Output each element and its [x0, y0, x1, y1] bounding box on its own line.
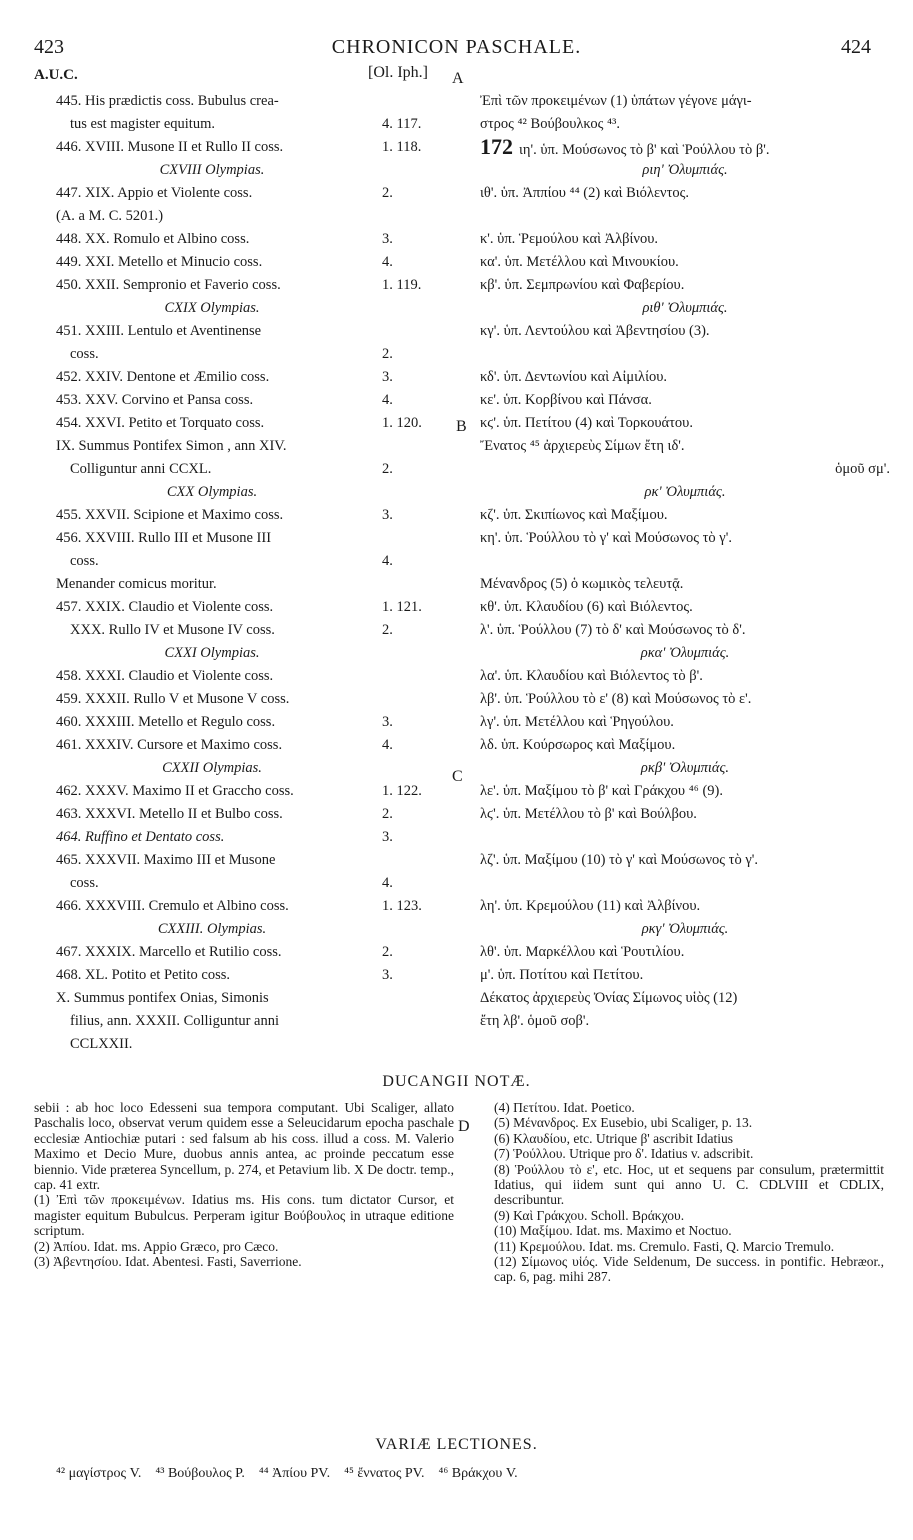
greek-entry	[480, 230, 890, 248]
variant-reading: ⁴² μαγίστρος V.	[56, 1466, 142, 1481]
greek-entry	[480, 115, 890, 133]
latin-entry: 456. XXVIII. Rullo III et Musone III	[56, 530, 272, 546]
greek-entry	[480, 529, 890, 547]
greek-text: λθ'. ὑπ. Μαρκέλλου καὶ Ῥουτιλίου.	[480, 944, 685, 960]
latin-entry: coss.	[70, 346, 99, 362]
variant-reading: ⁴³ Βούβουλος P.	[155, 1466, 245, 1481]
latin-entry: coss.	[70, 875, 99, 891]
greek-entry	[480, 690, 890, 708]
olympiad-number: 2.	[382, 185, 393, 201]
note-paragraph: (3) Ἀβεντησίου. Idat. Abentesi. Fasti, Saverrione.	[34, 1254, 302, 1270]
olympiad-number: 3.	[382, 714, 393, 730]
greek-text: στρος ⁴² Βούβουλκος ⁴³.	[480, 116, 620, 132]
greek-entry	[480, 782, 890, 800]
greek-text: ιη'. ὑπ. Μούσωνος τὸ β' καὶ Ῥούλλου τὸ β'.	[519, 142, 770, 158]
greek-entry	[480, 644, 890, 662]
latin-entry: CXXI Olympias.	[164, 645, 260, 661]
latin-entry: 468. XL. Potito et Petito coss.	[56, 967, 230, 983]
greek-text: λδ. ὑπ. Κούρσωρος καὶ Μαξίμου.	[480, 737, 676, 753]
latin-entry: 465. XXXVII. Maximo III et Musone	[56, 852, 276, 868]
latin-entry: 461. XXXIV. Cursore et Maximo coss.	[56, 737, 283, 753]
greek-entry	[480, 759, 890, 777]
latin-entry: CCLXXII.	[70, 1036, 133, 1052]
note-paragraph: sebii : ab hoc loco Edesseni sua tempora computant. Ubi Scaliger, allato Paschalis loco, observat verum quidem esse a Seleucidarum epocha paschale ecclesiæ Antiochiæ putari : sed falsum ab his coss. illud a coss. M. Valerio Maximo et Decio Mure, duobus annis antea, ac proinde peccatum esse biennio. Vide præterea Syncellum, p. 274, et Petavium lib. X De doctr. temp., cap. 41 extr.	[34, 1100, 454, 1193]
latin-entry: CXXIII. Olympias.	[157, 921, 267, 937]
olympiad-number: 3.	[382, 231, 393, 247]
latin-entry: tus est magister equitum.	[70, 116, 215, 132]
olympiad-number: 3.	[382, 829, 393, 845]
olympiad-number: 2.	[382, 346, 393, 362]
greek-entry	[480, 943, 890, 961]
page-number-left: 423	[34, 36, 64, 58]
greek-entry	[480, 299, 890, 317]
olympiad-column-head: [Ol. Iph.]	[368, 64, 428, 81]
note-paragraph: (12) Σίμωνος υἱός. Vide Seldenum, De success. in pontific. Hebræor., cap. 6, pag. mihi 287.	[494, 1254, 884, 1285]
greek-text: ριη' Ὀλυμπιάς.	[642, 162, 728, 178]
margin-mark-d: D	[458, 1118, 470, 1135]
olympiad-number: 4.	[382, 737, 393, 753]
greek-entry	[480, 322, 890, 340]
latin-entry: 445. His prædictis coss. Bubulus crea-	[56, 93, 279, 109]
margin-mark-a: A	[452, 70, 464, 87]
greek-entry	[480, 506, 890, 524]
note-paragraph: (2) Ἀπίου. Idat. ms. Appio Græco, pro Cæco.	[34, 1238, 279, 1254]
greek-entry	[480, 134, 890, 159]
greek-text: κγ'. ὑπ. Λεντούλου καὶ Ἀβεντησίου (3).	[480, 323, 710, 339]
greek-entry	[480, 598, 890, 616]
greek-entry	[480, 713, 890, 731]
greek-entry	[480, 989, 890, 1007]
latin-entry: IX. Summus Pontifex Simon , ann XIV.	[56, 438, 287, 454]
greek-text: ἔτη λβ'. ὁμοῦ σοβ'.	[480, 1013, 590, 1029]
greek-text: Ἔνατος ⁴⁵ ἀρχιερεὺς Σίμων ἔτη ιδ'.	[480, 438, 685, 454]
variant-reading: ⁴⁶ Βράκχου V.	[438, 1466, 518, 1481]
olympiad-number: 1. 120.	[382, 415, 422, 431]
variant-reading: ⁴⁵ ἔννατος PV.	[344, 1466, 425, 1481]
olympiad-number: 4.	[382, 553, 393, 569]
latin-entry: 452. XXIV. Dentone et Æmilio coss.	[56, 369, 270, 385]
olympiad-number: 2.	[382, 806, 393, 822]
greek-text: ρκα' Ὀλυμπιάς.	[640, 645, 730, 661]
greek-text: ιθ'. ὑπ. Ἀππίου ⁴⁴ (2) καὶ Βιόλεντος.	[480, 185, 690, 201]
greek-entry	[480, 736, 890, 754]
greek-text: λϛ'. ὑπ. Μετέλλου τὸ β' καὶ Βούλβου.	[480, 806, 697, 822]
greek-text: κδ'. ὑπ. Δεντωνίου καὶ Αἰμιλίου.	[480, 369, 668, 385]
greek-entry	[480, 276, 890, 294]
note-paragraph: (4) Πετίτου. Idat. Poetico.	[494, 1100, 635, 1115]
greek-entry	[480, 851, 890, 869]
note-paragraph: (6) Κλαυδίου, etc. Utrique β' ascribit Idatius	[494, 1130, 733, 1146]
notes-heading: DUCANGII NOTÆ.	[382, 1073, 531, 1090]
column-number: 172	[480, 134, 513, 159]
greek-text: κζ'. ὑπ. Σκιπίωνος καὶ Μαξίμου.	[480, 507, 668, 523]
olympiad-number: 4.	[382, 254, 393, 270]
greek-entry	[480, 897, 890, 915]
greek-entry	[480, 667, 890, 685]
notes-left-column	[34, 1100, 454, 1269]
greek-text: λε'. ὑπ. Μαξίμου τὸ β' καὶ Γράκχου ⁴⁶ (9).	[480, 783, 723, 799]
latin-entry: 448. XX. Romulo et Albino coss.	[56, 231, 250, 247]
greek-entry	[480, 1012, 890, 1030]
notes-right-column	[494, 1100, 884, 1285]
greek-text: κα'. ὑπ. Μετέλλου καὶ Μινουκίου.	[480, 254, 679, 270]
olympiad-number: 2.	[382, 944, 393, 960]
greek-text: ρκγ' Ὀλυμπιάς.	[641, 921, 729, 937]
olympiad-number: 4. 117.	[382, 116, 422, 132]
greek-entry	[480, 621, 890, 639]
greek-text: λ'. ὑπ. Ῥούλλου (7) τὸ δ' καὶ Μούσωνος τὸ δ'.	[480, 622, 746, 638]
greek-entry	[480, 483, 890, 501]
greek-text: ρκ' Ὀλυμπιάς.	[644, 484, 726, 500]
latin-entry: 467. XXXIX. Marcello et Rutilio coss.	[56, 944, 282, 960]
page-number-right: 424	[841, 36, 871, 58]
note-paragraph: (1) Ἐπὶ τῶν προκειμένων. Idatius ms. His cons. tum dictator Cursor, et magister equitum Bubulcus. Perperam igitur Βούβουλος in utraque editione scriptum.	[34, 1192, 454, 1239]
latin-entry: CXXII Olympias.	[162, 760, 262, 776]
variae-heading: VARIÆ LECTIONES.	[375, 1436, 538, 1453]
latin-entry: 463. XXXVI. Metello II et Bulbo coss.	[56, 806, 283, 822]
greek-text: λα'. ὑπ. Κλαυδίου καὶ Βιόλεντος τὸ β'.	[480, 668, 703, 684]
page-header	[0, 36, 913, 60]
greek-entry	[480, 966, 890, 984]
latin-entry: 460. XXXIII. Metello et Regulo coss.	[56, 714, 276, 730]
olympiad-number: 4.	[382, 875, 393, 891]
greek-entry	[480, 920, 890, 938]
latin-entry: X. Summus pontifex Onias, Simonis	[56, 990, 269, 1006]
greek-text: κ'. ὑπ. Ῥεμούλου καὶ Ἀλβίνου.	[480, 231, 659, 247]
greek-entry	[480, 460, 890, 478]
greek-text: μ'. ὑπ. Ποτίτου καὶ Πετίτου.	[480, 967, 644, 983]
latin-entry: XXX. Rullo IV et Musone IV coss.	[70, 622, 275, 638]
latin-entry: 455. XXVII. Scipione et Maximo coss.	[56, 507, 284, 523]
greek-text: ρκβ' Ὀλυμπιάς.	[640, 760, 730, 776]
note-paragraph: (9) Καὶ Γράκχου. Scholl. Βράκχου.	[494, 1207, 685, 1223]
greek-text: κε'. ὑπ. Κορβίνου καὶ Πάνσα.	[480, 392, 652, 408]
greek-entry	[480, 368, 890, 386]
greek-entry	[480, 437, 890, 455]
latin-entry: CXIX Olympias.	[164, 300, 260, 316]
note-paragraph: (10) Μαξίμου. Idat. ms. Maximo et Noctuo.	[494, 1223, 732, 1239]
greek-text: λζ'. ὑπ. Μαξίμου (10) τὸ γ' καὶ Μούσωνος τὸ γ'.	[480, 852, 758, 868]
latin-entry: filius, ann. XXXII. Colliguntur anni	[70, 1013, 280, 1029]
olympiad-number: 3.	[382, 967, 393, 983]
greek-text: κθ'. ὑπ. Κλαυδίου (6) καὶ Βιόλεντος.	[480, 599, 693, 615]
olympiad-number: 3.	[382, 507, 393, 523]
greek-text: Δέκατος ἀρχιερεὺς Ὀνίας Σίμωνος υἱὸς (12)	[480, 990, 738, 1006]
greek-entry	[480, 575, 890, 593]
greek-entry	[480, 184, 890, 202]
olympiad-number: 1. 122.	[382, 783, 422, 799]
latin-entry: 457. XXIX. Claudio et Violente coss.	[56, 599, 274, 615]
note-paragraph: (11) Κρεμούλου. Idat. ms. Cremulo. Fasti, Q. Marcio Tremulo.	[494, 1238, 835, 1254]
olympiad-number: 1. 118.	[382, 139, 422, 155]
greek-entry	[480, 253, 890, 271]
greek-text: κϛ'. ὑπ. Πετίτου (4) καὶ Τορκουάτου.	[480, 415, 693, 431]
variae-lectiones-line	[56, 1466, 876, 1482]
margin-mark-c: C	[452, 768, 463, 785]
latin-entry: Colliguntur anni CCXL.	[70, 461, 212, 477]
auc-column-head: A.U.C.	[34, 67, 78, 83]
greek-entry	[480, 92, 890, 110]
latin-entry: (A. a M. C. 5201.)	[56, 208, 164, 224]
latin-entry: Menander comicus moritur.	[56, 576, 217, 592]
greek-text: Ἐπὶ τῶν προκειμένων (1) ὑπάτων γέγονε μάγι-	[480, 93, 752, 109]
latin-entry: 454. XXVI. Petito et Torquato coss.	[56, 415, 265, 431]
latin-entry: 458. XXXI. Claudio et Violente coss.	[56, 668, 274, 684]
greek-entry	[480, 161, 890, 179]
greek-entry	[480, 391, 890, 409]
greek-entry	[480, 805, 890, 823]
latin-entry: coss.	[70, 553, 99, 569]
variant-reading: ⁴⁴ Ἀπίου PV.	[258, 1466, 331, 1481]
margin-mark-b: B	[456, 418, 467, 435]
latin-entry: 446. XVIII. Musone II et Rullo II coss.	[56, 139, 284, 155]
olympiad-number: 1. 121.	[382, 599, 422, 615]
note-paragraph: (8) Ῥούλλου τὸ ε', etc. Hoc, ut et sequens par consulum, prætermittit Idatius, qui iidem sunt qui anno U. C. CDLVIII et CDLIX, describuntur.	[494, 1161, 884, 1208]
latin-entry: 466. XXXVIII. Cremulo et Albino coss.	[56, 898, 289, 914]
latin-entry: 462. XXXV. Maximo II et Graccho coss.	[56, 783, 294, 799]
greek-text: ὁμοῦ σμ'.	[835, 461, 890, 477]
olympiad-number: 1. 119.	[382, 277, 422, 293]
olympiad-number: 3.	[382, 369, 393, 385]
note-paragraph: (7) Ῥούλλου. Utrique pro δ'. Idatius v. adscribit.	[494, 1146, 754, 1162]
greek-entry	[480, 414, 890, 432]
greek-text: κβ'. ὑπ. Σεμπρωνίου καὶ Φαβερίου.	[480, 277, 685, 293]
greek-text: λγ'. ὑπ. Μετέλλου καὶ Ῥηγούλου.	[480, 714, 674, 730]
greek-text: Μένανδρος (5) ὁ κωμικὸς τελευτᾷ.	[480, 576, 684, 592]
latin-entry: 450. XXII. Sempronio et Faverio coss.	[56, 277, 281, 293]
olympiad-number: 2.	[382, 622, 393, 638]
olympiad-number: 1. 123.	[382, 898, 422, 914]
latin-entry: 459. XXXII. Rullo V et Musone V coss.	[56, 691, 290, 707]
latin-entry: 447. XIX. Appio et Violente coss.	[56, 185, 253, 201]
greek-text: ριθ' Ὀλυμπιάς.	[642, 300, 728, 316]
latin-entry: 453. XXV. Corvino et Pansa coss.	[56, 392, 254, 408]
note-paragraph: (5) Μένανδρος. Ex Eusebio, ubi Scaliger, p. 13.	[494, 1115, 753, 1131]
latin-entry: 451. XXIII. Lentulo et Aventinense	[56, 323, 262, 339]
latin-entry: 449. XXI. Metello et Minucio coss.	[56, 254, 263, 270]
olympiad-number: 2.	[382, 461, 393, 477]
latin-entry: 464. Ruffino et Dentato coss.	[56, 829, 225, 845]
greek-text: λβ'. ὑπ. Ῥούλλου τὸ ε' (8) καὶ Μούσωνος τὸ ε'.	[480, 691, 752, 707]
latin-entry: CXVIII Olympias.	[159, 162, 265, 178]
latin-entry: CXX Olympias.	[166, 484, 258, 500]
running-title: CHRONICON PASCHALE.	[331, 36, 582, 58]
olympiad-number: 4.	[382, 392, 393, 408]
greek-text: κη'. ὑπ. Ῥούλλου τὸ γ' καὶ Μούσωνος τὸ γ'.	[480, 530, 732, 546]
greek-text: λη'. ὑπ. Κρεμούλου (11) καὶ Ἀλβίνου.	[480, 898, 701, 914]
